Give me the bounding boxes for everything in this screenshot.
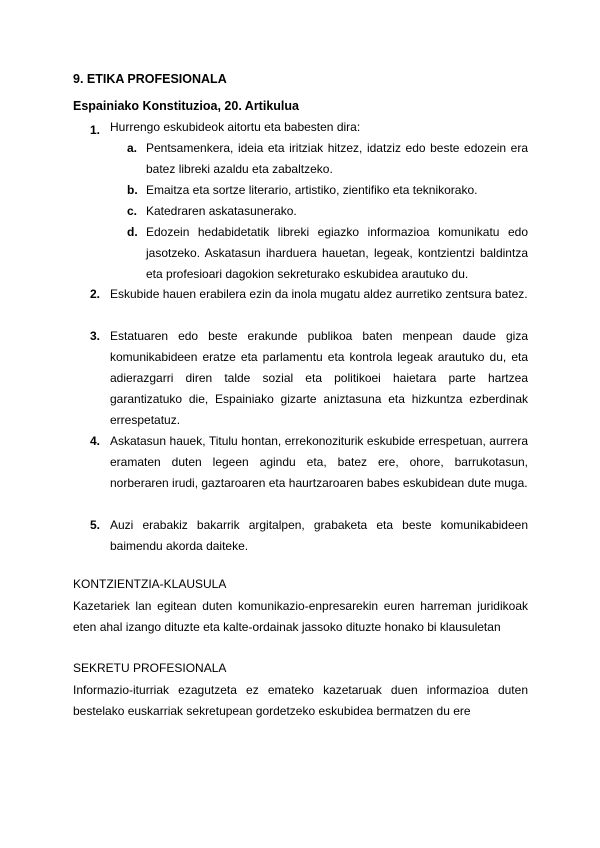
list-marker-2: 2. — [90, 287, 101, 301]
list-item-5: Auzi erabakiz bakarrik argitalpen, grabaketa eta beste komunikabideen baimendu akorda daiteke. — [110, 518, 528, 553]
section-title: 9. ETIKA PROFESIONALA — [73, 72, 227, 86]
list-marker-3: 3. — [90, 329, 101, 343]
list-item-2: Eskubide hauen erabilera ezin da inola mugatu aldez aurretiko zentsura batez. — [110, 287, 528, 301]
sekretu-text: Informazio-iturriak ezagutzeta ez emateko kazetaruak duen informazioa duten bestelako euskarriak sekretupean gordetzeko eskubidea bermatzen du ere — [73, 683, 528, 718]
sublist-marker-a: a. — [127, 141, 138, 155]
kontzientzia-text: Kazetariek lan egitean duten komunikazio-enpresarekin euren harreman juridikoak eten ahal izango dituzte eta kalte-ordainak jassoko dituzte honako bi klausuletan — [73, 599, 528, 634]
sublist-item-a: Pentsamenkera, ideia eta iritziak hitzez, idatziz edo beste edozein era batez libreki azaldu eta zabaltzeko. — [146, 141, 528, 176]
article-subtitle: Espainiako Konstituzioa, 20. Artikulua — [73, 99, 299, 113]
sekretu-title: SEKRETU PROFESIONALA — [73, 661, 227, 675]
list-item-4: Askatasun hauek, Titulu hontan, errekonoziturik eskubide errespetuan, aurrera eramaten duten legeen agindu eta, batez ere, ohore, barrukotasun, norberaren irudi, gaztaroaren eta haurtzaroaren babes eskubidean dute muga. — [110, 434, 528, 490]
sublist-marker-d: d. — [127, 225, 138, 239]
sublist-item-d: Edozein hedabidetatik libreki egiazko informazioa komunikatu edo jasotzeko. Askatasun iharduera hauetan, legeak, kontzientzi baldintza eta profesioari dagokion sekreturako eskubidea arautuko du. — [146, 225, 528, 281]
list-item-3: Estatuaren edo beste erakunde publikoa baten menpean daude giza komunikabideen eratze eta parlamentu eta kontrola legeak arautuko du, eta adierazgarri diren talde sozial eta politikoei haietara parte hartzea garantizatuko die, Espainiako gizarte aniztasuna eta hizkuntza ezberdinak errespetatuz. — [110, 329, 528, 427]
sublist-item-b: Emaitza eta sortze literario, artistiko, zientifiko eta teknikorako. — [146, 183, 478, 197]
list-item-1: Hurrengo eskubideok aitortu eta babesten dira: — [110, 120, 361, 134]
list-marker-4: 4. — [90, 434, 101, 448]
kontzientzia-title: KONTZIENTZIA-KLAUSULA — [73, 577, 227, 591]
sublist-marker-b: b. — [127, 183, 138, 197]
sublist-marker-c: c. — [127, 204, 138, 218]
list-marker-1: 1. — [90, 123, 101, 137]
list-marker-5: 5. — [90, 518, 101, 532]
sublist-item-c: Katedraren askatasunerako. — [146, 204, 297, 218]
